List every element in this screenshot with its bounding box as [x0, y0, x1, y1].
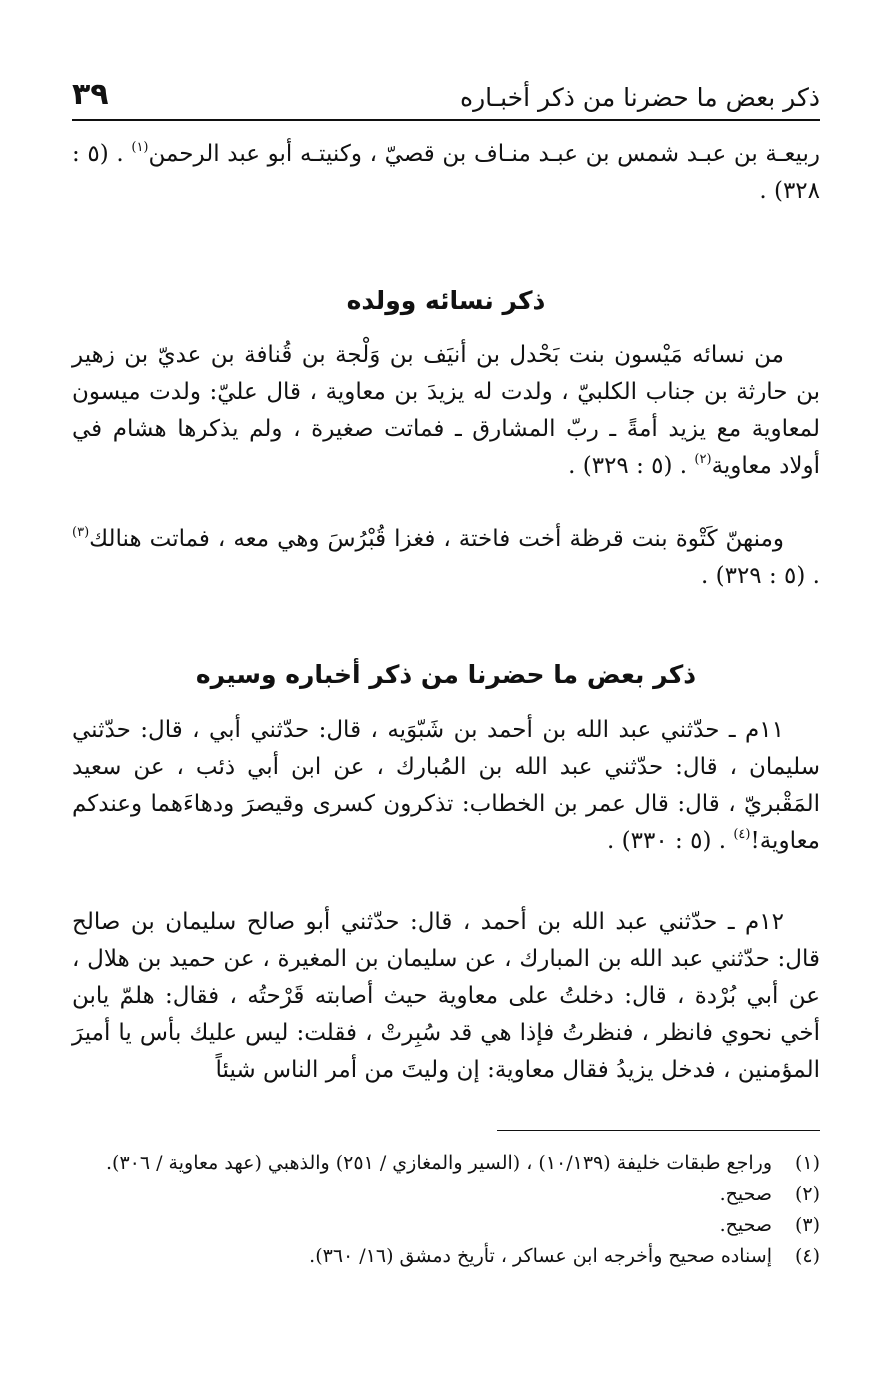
footnote-item: [72, 1148, 820, 1179]
intro-paragraph: [72, 136, 820, 210]
footnote-mark: (٤): [794, 1245, 820, 1267]
paragraph-text: ومنهنّ كَتْوة بنت قرظة أخت فاختة ، فغزا قُبْرُسَ وهي معه ، فماتت هنالك: [89, 526, 784, 552]
intro-tail: . (٥ : ٣٢٨) .: [72, 141, 820, 204]
footnote-mark: (٢): [794, 1183, 820, 1205]
running-title: ذكر بعض ما حضرنا من ذكر أخبـاره: [460, 83, 820, 112]
paragraph-news-12: [72, 904, 820, 1089]
footnote-text: صحيح.: [719, 1214, 772, 1236]
intro-text: ربيعـة بن عبـد شمس بن عبـد منـاف بن قصيّ ، وكنيتـه أبو عبد الرحمن: [148, 141, 820, 167]
header-rule: [72, 119, 820, 121]
section-heading-news: ذكر بعض ما حضرنا من ذكر أخباره وسيره: [195, 660, 697, 689]
paragraph-news-11: [72, 712, 820, 860]
footnote-item: [72, 1241, 820, 1272]
footnote-separator: [497, 1130, 820, 1131]
page-number: ٣٩: [72, 77, 109, 112]
footnote-text: وراجع طبقات خليفة (١٠/١٣٩) ، (السير والمغازي / ٢٥١) والذهبي (عهد معاوية / ٣٠٦).: [106, 1152, 772, 1174]
paragraph-text: ١٢م ـ حدّثني عبد الله بن أحمد ، قال: حدّثني أبو صالح سليمان بن صالح قال: حدّثني عبد الله بن المبارك ، عن سليمان بن المغيرة ، عن حميد بن هلال ، عن أبي بُرْدة ، قال: دخلتُ على معاوية حيث أصابته قَرْحتُه ، فقال: هلمّ يابن أخي نحوي فانظر ، فنظرتُ فإذا هي قد سُبِرتْ ، فقلت: ليس عليك بأس يا أميرَ المؤمنين ، فدخل يزيدُ فقال معاوية: إن وليتَ من أمر الناس شيئاً: [72, 909, 820, 1083]
footnote-text: صحيح.: [719, 1183, 772, 1205]
footnote-mark: (١): [794, 1152, 820, 1174]
footnotes: [72, 1148, 820, 1272]
paragraph-text: ١١م ـ حدّثني عبد الله بن أحمد بن شَبّوَيه ، قال: حدّثني أبي ، قال: حدّثني سليمان ، قال: حدّثني عبد الله بن المُبارك ، عن ابن أبي ذئب ، عن سعيد المَقْبريّ ، قال: قال عمر بن الخطاب: تذكرون كسرى وقيصرَ ودهاءَهما وعندكم معاوية!: [72, 717, 820, 854]
footnote-ref-3: (٣): [72, 525, 90, 540]
footnote-ref-4: (٤): [733, 827, 751, 842]
paragraph-tail: . (٥ : ٣٢٩) .: [700, 563, 820, 589]
footnote-item: [72, 1179, 820, 1210]
footnote-item: [72, 1210, 820, 1241]
footnote-ref-1: (١): [131, 140, 149, 155]
footnote-mark: (٣): [794, 1214, 820, 1236]
page-header: [72, 72, 820, 112]
footnote-text: إسناده صحيح وأخرجه ابن عساكر ، تأريخ دمشق (١٦/ ٣٦٠).: [309, 1245, 772, 1267]
paragraph-wives-2: [72, 521, 820, 595]
paragraph-tail: . (٥ : ٣٢٩) .: [568, 453, 695, 479]
paragraph-text: من نسائه مَيْسون بنت بَحْدل بن أنيَف بن وَلْجة بن قُنافة بن عديّ بن زهير بن حارثة بن جناب الكلبيّ ، ولدت له يزيدَ بن معاوية ، قال عليّ: ولدت ميسون لمعاوية مع يزيد أمةً ـ ربّ المشارق ـ فماتت صغيرة ، ولم يذكرها هشام في أولاد معاوية: [72, 342, 820, 479]
paragraph-wives-1: [72, 337, 820, 485]
section-heading-wives: ذكر نسائه وولده: [346, 286, 546, 315]
footnote-ref-2: (٢): [694, 452, 712, 467]
paragraph-tail: . (٥ : ٣٣٠) .: [607, 828, 734, 854]
